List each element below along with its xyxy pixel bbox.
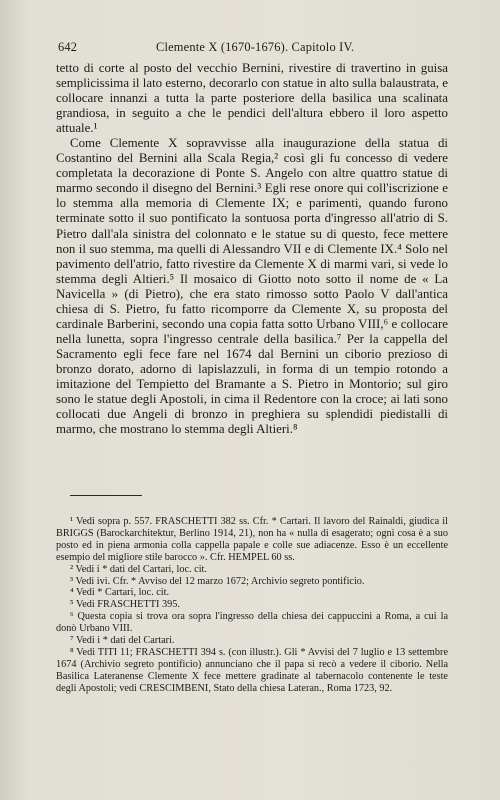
footnote-8: ⁸ Vedi TITI 11; FRASCHETTI 394 s. (con illustr.). Gli * Avvisi del 7 luglio e 13 settembre 1674 (Archivio segreto pontificio) annunciano che il papa si recò a vedere il ciborio. Nella Basilica Lateranense Clemente X fece mettere gradinate al tabernacolo contenente le teste degli Apostoli; vedi CRESCIMBENI, Stato della chiesa Lateran., Roma 1723, 92. <box>56 646 448 694</box>
footnote-3: ³ Vedi ivi. Cfr. * Avviso del 12 marzo 1672; Archivio segreto pontificio. <box>70 575 365 587</box>
footnote-separator <box>70 495 142 496</box>
footnote-7: ⁷ Vedi i * dati del Cartari. <box>70 635 175 647</box>
footnote-6: ⁶ Questa copia si trova ora sopra l'ingresso della chiesa dei cappuccini a Roma, a cui la donò Urbano VIII. <box>56 611 448 635</box>
running-title: Clemente X (1670-1676). Capitolo IV. <box>156 40 355 54</box>
page-header <box>58 40 458 60</box>
footnote-1: ¹ Vedi sopra p. 557. FRASCHETTI 382 ss. Cfr. * Cartari. Il lavoro del Rainaldi, giudica il BRIGGS (Barockarchitektur, Berlino 1914, 21), non ha « nulla di esagerato; ogni cosa è a suo posto ed in piena armonia colla cappella papale e colle sue adiacenze. Esso è un eccellente esempio del migliore stile barocco ». Cfr. HEMPEL 60 ss. <box>56 516 448 563</box>
footnote-4: ⁴ Vedi * Cartari, loc. cit. <box>70 587 170 599</box>
footnote-5: ⁵ Vedi FRASCHETTI 395. <box>70 599 180 611</box>
body-paragraph-continuation: tetto di corte al posto del vecchio Bernini, rivestire di travertino in guisa semplicissima il lato esterno, decorarlo con statue in alto sulla balaustrata, e collocare innanzi a tutta la parte posteriore della basilica una scalinata grandiosa, in seguito a che le pendici dell'altura ebbero il loro aspetto attuale.¹ <box>56 61 448 136</box>
footnote-2: ² Vedi i * dati del Cartari, loc. cit. <box>70 563 207 575</box>
main-text <box>56 61 448 437</box>
body-paragraph: Come Clemente X sopravvisse alla inaugurazione della statua di Costantino del Bernini alla Scala Regia,² così gli fu concesso di vedere completata la decorazione di Ponte S. Angelo con altre quattro statue di marmo secondo il disegno del Bernini.³ Egli rese onore qui coll'iscrizione e lo stemma alla memoria di Clemente IX; e parimenti, quando furono terminate sotto il suo pontificato la sontuosa porta d'ingresso all'atrio di S. Pietro dall'ala sinistra del colonnato e le statue su di questo, fece mettere non il suo stemma, ma quelli di Alessandro VII e di Clemente IX.⁴ Solo nel pavimento dell'atrio, fatto rivestire da Clemente X di marmi vari, si vede lo stemma degli Altieri.⁵ Il mosaico di Giotto noto sotto il nome de « La Navicella » (di Pietro), che era stato rimosso sotto Paolo V dall'antica chiesa di S. Pietro, fu fatto ricomporre da Clemente X, su proposta del cardinale Barberini, secondo una copia fatta sotto Urbano VIII,⁶ e collocare nella lunetta, sopra l'ingresso centrale della basilica.⁷ Per la cappella del Sacramento egli fece fare nel 1674 dal Bernini un ciborio prezioso di bronzo dorato, adorno di lapislazzuli, in forma di un tempio rotondo a imitazione del Tempietto del Bramante a S. Pietro in Montorio; sul giro sono le statue degli Apostoli, in cima il Redentore con la croce; ai lati sono collocati due Angeli di bronzo in preghiera su splendidi piedistalli di marmo, che mostrano lo stemma degli Altieri.⁸ <box>56 136 448 437</box>
page-number: 642 <box>58 40 78 54</box>
footnotes <box>56 516 448 695</box>
